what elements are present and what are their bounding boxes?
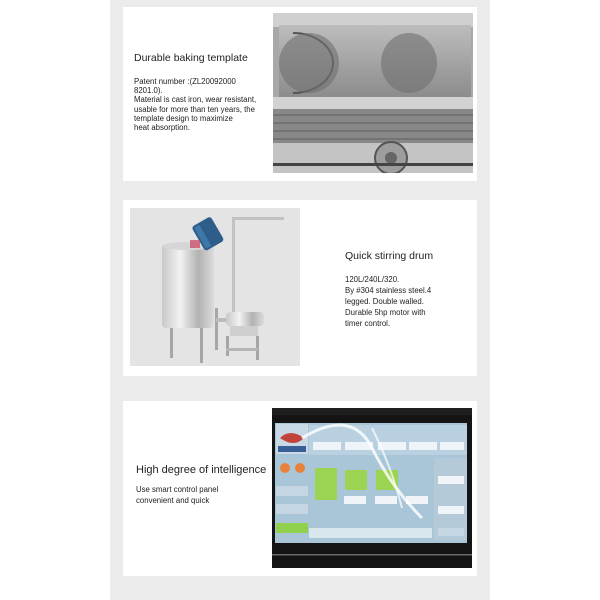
description-line: timer control.: [345, 319, 391, 328]
feature-title: Durable baking template: [134, 52, 248, 64]
description-line: 8201.0).: [134, 86, 163, 96]
description-line: Material is cast iron, wear resistant,: [134, 95, 257, 105]
description-line: heat absorption.: [134, 123, 190, 133]
feature-description: [136, 485, 218, 506]
baking-template-photo: [273, 13, 473, 173]
description-line: Patent number :(ZL20092000: [134, 77, 236, 86]
feature-card-baking-template: [123, 7, 477, 181]
description-line: Durable 5hp motor with: [345, 308, 426, 317]
description-line: template design to maximize: [134, 113, 233, 123]
feature-card-intelligence: [123, 401, 477, 576]
stirring-drum-photo: [130, 208, 300, 366]
description-line: By #304 stainless steel.4: [345, 286, 432, 295]
description-line: Use smart control panel: [136, 485, 219, 494]
feature-title: High degree of intelligence: [136, 464, 267, 476]
description-line: usable for more than ten years, the: [134, 104, 255, 114]
feature-description: [345, 274, 431, 329]
feature-description: [134, 77, 256, 132]
feature-card-stirring-drum: [123, 200, 477, 376]
control-panel-photo: [272, 408, 472, 568]
description-line: legged. Double walled.: [345, 297, 424, 306]
description-line: 120L/240L/320.: [345, 275, 400, 284]
feature-title: Quick stirring drum: [345, 250, 434, 262]
description-line: convenient and quick: [136, 495, 210, 505]
